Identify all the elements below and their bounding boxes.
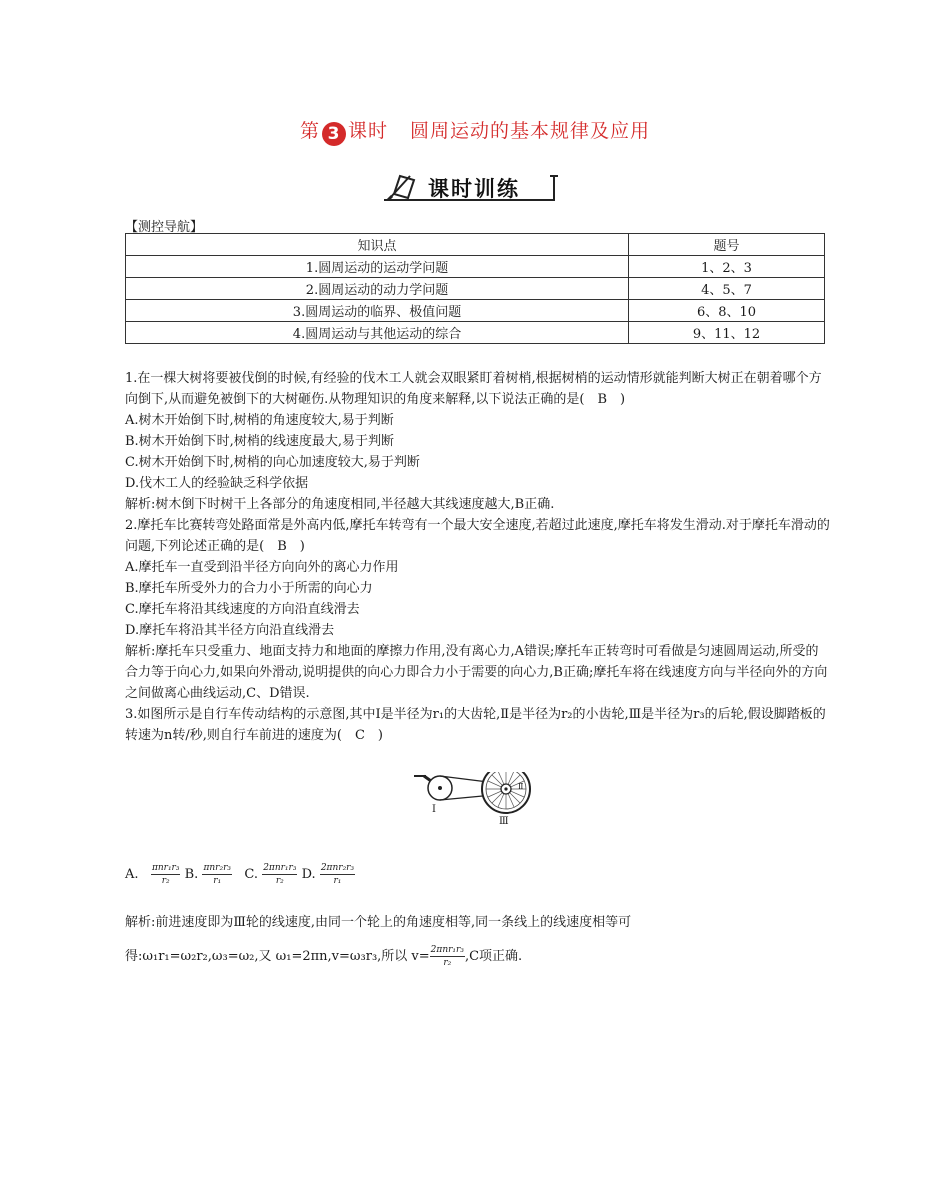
q3-result-suffix: ,C项正确.	[464, 949, 523, 964]
label-gear-one: Ⅰ	[432, 804, 436, 815]
question-no-cell: 4、5、7	[629, 278, 825, 300]
fraction-numerator: πnr₂r₃	[203, 863, 231, 873]
q3-options	[125, 862, 355, 887]
option-letter: D.	[301, 867, 316, 882]
result-fraction	[430, 944, 465, 969]
title-suffix: 课时	[347, 120, 388, 142]
q1-option-c: C.树木开始倒下时,树梢的向心加速度较大,易于判断	[125, 455, 420, 470]
title-topic: 圆周运动的基本规律及应用	[410, 120, 651, 142]
q3-option-a	[125, 863, 185, 886]
q3-option-d	[301, 863, 356, 886]
fraction-numerator: πnr₁r₃	[151, 863, 180, 873]
q2-stem: 2.摩托车比赛转弯处路面常是外高内低,摩托车转弯有一个最大安全速度,若超过此速度,摩托车将发生滑动.对于摩托车滑动的问题,下列论述正确的是( B )	[125, 518, 830, 554]
fraction-numerator: 2πnr₂r₃	[320, 863, 355, 873]
lesson-title	[0, 116, 950, 146]
option-letter: A.	[125, 867, 139, 882]
knowledge-cell: 2.圆周运动的动力学问题	[126, 278, 629, 300]
questions-body	[125, 368, 830, 746]
lesson-number-badge: 3	[322, 122, 346, 146]
figure-svg	[412, 772, 542, 828]
question-no-cell: 1、2、3	[629, 256, 825, 278]
option-fraction	[320, 862, 355, 887]
option-letter: C.	[244, 867, 259, 882]
option-letter: B.	[184, 867, 199, 882]
bicycle-transmission-figure	[412, 772, 542, 828]
table-header-row	[126, 234, 825, 256]
option-fraction	[151, 862, 181, 887]
q2-analysis: 解析:摩托车只受重力、地面支持力和地面的摩擦力作用,没有离心力,A错误;摩托车正转弯时可看做是匀速圆周运动,所受的合力等于向心力,如果向外滑动,说明提供的向心力即合力小于需要的向心力,B正确;摩托车将在线速度方向与半径向外的方向之间做离心曲线运动,C、D错误.	[125, 644, 828, 701]
header-question-no: 题号	[629, 234, 825, 256]
question-no-cell: 9、11、12	[629, 322, 825, 344]
fraction-denominator: r₁	[333, 876, 342, 886]
q3-option-b	[184, 863, 237, 886]
q2-option-d: D.摩托车将沿其半径方向沿直线滑去	[125, 623, 335, 638]
table-row	[126, 322, 825, 344]
header-knowledge: 知识点	[126, 234, 629, 256]
knowledge-cell: 4.圆周运动与其他运动的综合	[126, 322, 629, 344]
knowledge-table	[125, 233, 825, 344]
knowledge-cell: 1.圆周运动的运动学问题	[126, 256, 629, 278]
label-gear-two: Ⅱ	[518, 782, 524, 791]
fraction-numerator: 2πnr₁r₃	[430, 945, 464, 955]
q3-stem: 3.如图所示是自行车传动结构的示意图,其中Ⅰ是半径为r₁的大齿轮,Ⅱ是半径为r₂的小齿轮,Ⅲ是半径为r₃的后轮,假设脚踏板的转速为n转/秒,则自行车前进的速度为( C )	[125, 707, 826, 743]
table-row	[126, 256, 825, 278]
q3-analysis: 解析:前进速度即为Ⅲ轮的线速度,由同一个轮上的角速度相等,同一条线上的线速度相等可	[125, 915, 632, 930]
q2-option-a: A.摩托车一直受到沿半径方向向外的离心力作用	[125, 560, 399, 575]
banner-label: 课时训练	[428, 177, 520, 201]
q2-option-b: B.摩托车所受外力的合力小于所需的向心力	[125, 581, 373, 596]
title-prefix: 第	[299, 120, 320, 142]
q1-analysis: 解析:树木倒下时树干上各部分的角速度相同,半径越大其线速度越大,B正确.	[125, 497, 555, 512]
fraction-denominator: r₂	[275, 876, 284, 886]
q3-result-prefix: 得:ω₁r₁=ω₂r₂,ω₃=ω₂,又 ω₁=2πn,v=ω₃r₃,所以 v=	[125, 949, 430, 964]
q1-option-a: A.树木开始倒下时,树梢的角速度较大,易于判断	[125, 413, 394, 428]
label-wheel-three: Ⅲ	[499, 816, 509, 827]
nav-section-label: 【测控导航】	[125, 220, 204, 235]
option-fraction	[262, 862, 297, 887]
table-row	[126, 300, 825, 322]
q3-option-c	[240, 863, 301, 886]
section-banner	[380, 170, 560, 204]
q1-stem: 1.在一棵大树将要被伐倒的时候,有经验的伐木工人就会双眼紧盯着树梢,根据树梢的运动情形就能判断大树正在朝着哪个方向倒下,从而避免被倒下的大树砸伤.从物理知识的角度来解释,以下说法正确的是( B )	[125, 371, 822, 407]
q2-option-c: C.摩托车将沿其线速度的方向沿直线滑去	[125, 602, 360, 617]
fraction-numerator: 2πnr₁r₃	[263, 863, 297, 873]
fraction-denominator: r₁	[213, 876, 222, 886]
q1-option-d: D.伐木工人的经验缺乏科学依据	[125, 476, 309, 491]
q1-option-b: B.树木开始倒下时,树梢的线速度最大,易于判断	[125, 434, 394, 449]
q3-result	[125, 944, 830, 969]
option-fraction	[202, 862, 232, 887]
knowledge-cell: 3.圆周运动的临界、极值问题	[126, 300, 629, 322]
question-no-cell: 6、8、10	[629, 300, 825, 322]
fraction-denominator: r₂	[443, 958, 452, 968]
fraction-denominator: r₂	[161, 876, 170, 886]
pencil-book-icon	[388, 176, 414, 200]
table-row	[126, 278, 825, 300]
